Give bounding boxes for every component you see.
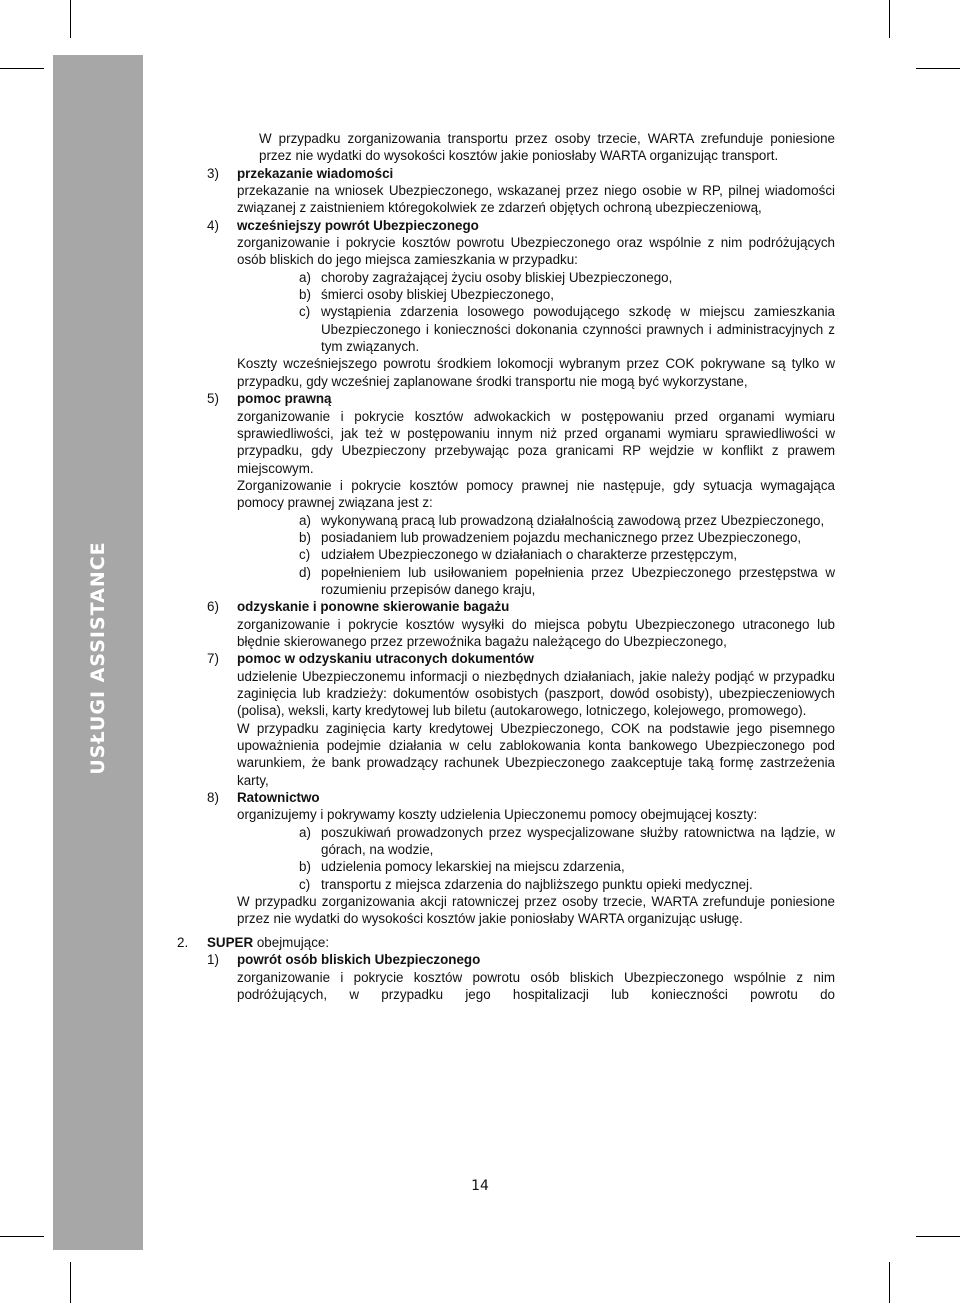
item-title: Ratownictwo bbox=[237, 790, 320, 806]
item-number: 7) bbox=[207, 651, 219, 667]
item-note: Koszty wcześniejszego powrotu środkiem lokomocji wybranym przez COK pokrywane są tylko w przypadku, gdy wcześniej zaplanowane środki transportu nie mogą być wykorzystane, bbox=[237, 356, 835, 389]
crop-mark bbox=[0, 68, 44, 69]
item-paragraph: Zorganizowanie i pokrycie kosztów pomocy prawnej nie następuje, gdy sytuacja wymagająca pomocy prawnej związana jest z: bbox=[237, 477, 835, 511]
section-title: SUPER bbox=[207, 934, 254, 950]
sub-item-text: wykonywaną pracą lub prowadzoną działalnością zawodową przez Ubezpieczonego, bbox=[321, 512, 825, 528]
sub-item-letter: a) bbox=[299, 269, 311, 285]
sub-item bbox=[237, 286, 835, 303]
list-item bbox=[175, 789, 835, 928]
section-label: USŁUGI ASSISTANCE bbox=[87, 541, 109, 775]
sub-item-letter: b) bbox=[299, 859, 311, 875]
item-number: 6) bbox=[207, 599, 219, 615]
item-paragraph: przekazanie na wniosek Ubezpieczonego, wskazanej przez niego osobie w RP, pilnej wiadomości związanej z zaistnieniem któregokolwiek ze zdarzeń objętych ochroną ubezpieczeniową, bbox=[237, 183, 835, 216]
crop-mark bbox=[889, 0, 890, 38]
sub-item bbox=[237, 303, 835, 355]
section-suffix: obejmujące: bbox=[253, 934, 330, 950]
item-title: przekazanie wiadomości bbox=[237, 165, 394, 181]
item-paragraph: zorganizowanie i pokrycie kosztów adwokackich w postępowaniu przed organami wymiaru sprawiedliwości, jak też w postępowaniu innym niż przed organami wymiaru sprawiedliwości w przypadku, gdy Ubezpieczony przebywając poza granicami RP wejdzie w konflikt z prawem miejscowym. bbox=[237, 408, 835, 476]
item-list bbox=[175, 165, 835, 928]
item-number: 4) bbox=[207, 217, 219, 233]
item-number: 3) bbox=[207, 165, 219, 181]
crop-mark bbox=[889, 1262, 890, 1303]
item-paragraph: zorganizowanie i pokrycie kosztów wysyłki do miejsca pobytu Ubezpieczonego utraconego lub błędnie skierowanego przez przewoźnika bagażu należącego do Ubezpieczonego, bbox=[237, 616, 835, 649]
sub-item-text: posiadaniem lub prowadzeniem pojazdu mechanicznego przez Ubezpieczonego, bbox=[321, 529, 802, 545]
item-title: pomoc prawną bbox=[237, 391, 332, 407]
item-paragraph: udzielenie Ubezpieczonemu informacji o niezbędnych działaniach, jakie należy podjąć w przypadku zaginięcia lub kradzieży: dokumentów osobistych (paszport, dowód osobisty), ubezpieczeniowych (polisa), weksli, karty kredytowej lub biletu (autokarowego, lotniczego, kolejowego, promowego). bbox=[237, 668, 835, 719]
crop-mark bbox=[916, 68, 960, 69]
sub-item-text: transportu z miejsca zdarzenia do najbliższego punktu opieki medycznej. bbox=[321, 876, 753, 892]
sub-item-letter: a) bbox=[299, 512, 311, 528]
item-title: pomoc w odzyskaniu utraconych dokumentów bbox=[237, 651, 534, 667]
sub-item-letter: b) bbox=[299, 287, 311, 303]
sub-item-text: śmierci osoby bliskiej Ubezpieczonego, bbox=[321, 287, 554, 303]
item-title: odzyskanie i ponowne skierowanie bagażu bbox=[237, 599, 510, 615]
item-number: 1) bbox=[207, 952, 219, 968]
section-2 bbox=[175, 934, 835, 1003]
sub-item bbox=[237, 546, 835, 563]
page-number: 14 bbox=[471, 1178, 489, 1194]
crop-mark bbox=[916, 1236, 960, 1237]
sub-item bbox=[237, 824, 835, 859]
item-paragraph: organizujemy i pokrywamy koszty udzielenia Upieczonemu pomocy obejmującej koszty: bbox=[237, 807, 758, 823]
list-item bbox=[175, 165, 835, 217]
sub-item bbox=[237, 512, 835, 529]
crop-mark bbox=[70, 0, 71, 38]
sub-item-text: poszukiwań prowadzonych przez wyspecjalizowane służby ratownictwa na lądzie, w górach, na wodzie, bbox=[321, 824, 835, 858]
crop-mark bbox=[70, 1262, 71, 1303]
sub-item-letter: c) bbox=[299, 304, 311, 320]
crop-mark bbox=[0, 1236, 44, 1237]
document-body bbox=[175, 130, 835, 1003]
item-note: W przypadku zorganizowania akcji ratowniczej przez osoby trzecie, WARTA zrefunduje poniesione przez nie wydatki do wysokości kosztów jakie poniosłaby WARTA organizując usługę. bbox=[237, 894, 835, 927]
sub-item-letter: c) bbox=[299, 547, 311, 563]
sub-item bbox=[237, 876, 835, 893]
item-paragraph: W przypadku zaginięcia karty kredytowej Ubezpieczonego, COK na podstawie jego pisemnego upoważnienia podejmie działania w celu zablokowania konta bankowego Ubezpieczonego pod warunkiem, że bank prowadzący rachunek Ubezpieczonego zaakceptuje taką formę zastrzeżenia karty, bbox=[237, 720, 835, 788]
sub-item-text: choroby zagrażającej życiu osoby bliskiej Ubezpieczonego, bbox=[321, 269, 673, 285]
list-item bbox=[207, 951, 835, 1003]
item-number: 8) bbox=[207, 790, 219, 806]
section-number: 2. bbox=[177, 934, 189, 950]
sub-item-letter: c) bbox=[299, 876, 311, 892]
sub-item bbox=[237, 564, 835, 599]
list-item bbox=[175, 650, 835, 789]
item-paragraph: zorganizowanie i pokrycie kosztów powrotu osób bliskich Ubezpieczonego wspólnie z nim podróżujących, w przypadku jego hospitalizacji lub konieczności powrotu do bbox=[237, 969, 835, 1002]
sub-item-text: udziałem Ubezpieczonego w działaniach o charakterze przestępczym, bbox=[321, 547, 738, 563]
sub-item bbox=[237, 858, 835, 875]
sub-item bbox=[237, 529, 835, 546]
intro-paragraph: W przypadku zorganizowania transportu przez osoby trzecie, WARTA zrefunduje poniesione przez nie wydatki do wysokości kosztów jakie poniosłaby WARTA organizując transport. bbox=[259, 131, 835, 164]
item-title: wcześniejszy powrót Ubezpieczonego bbox=[237, 217, 479, 233]
sub-item-text: wystąpienia zdarzenia losowego powodującego szkodę w miejscu zamieszkania Ubezpieczonego i konieczności dokonania czynności prawnych i administracyjnych z tym związanych. bbox=[321, 304, 835, 355]
sub-item-text: udzielenia pomocy lekarskiej na miejscu zdarzenia, bbox=[321, 859, 625, 875]
item-paragraph: zorganizowanie i pokrycie kosztów powrotu Ubezpieczonego oraz wspólnie z nim podróżujących osób bliskich do jego miejsca zamieszkania w przypadku: bbox=[237, 235, 835, 268]
sub-item-letter: d) bbox=[299, 564, 311, 580]
list-item bbox=[175, 598, 835, 650]
item-number: 5) bbox=[207, 391, 219, 407]
item-title: powrót osób bliskich Ubezpieczonego bbox=[237, 952, 481, 968]
list-item bbox=[175, 390, 835, 598]
list-item bbox=[175, 217, 835, 390]
sub-item bbox=[237, 269, 835, 286]
sub-item-letter: b) bbox=[299, 529, 311, 545]
sub-item-text: popełnieniem lub usiłowaniem popełnienia przez Ubezpieczonego przestępstwa w rozumieniu przepisów danego kraju, bbox=[321, 564, 835, 597]
sub-item-letter: a) bbox=[299, 824, 311, 840]
